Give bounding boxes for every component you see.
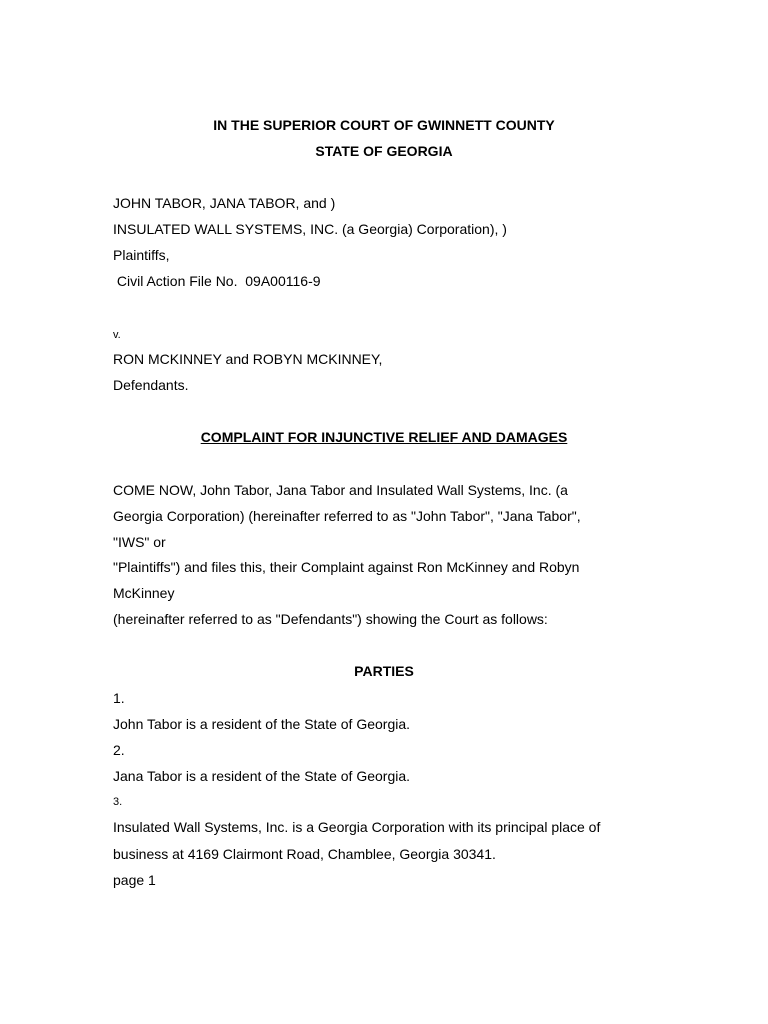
civil-action-number: Civil Action File No. 09A00116-9: [113, 273, 321, 289]
caption-plaintiffs-line-1: JOHN TABOR, JANA TABOR, and ): [113, 195, 336, 211]
intro-line-2: Georgia Corporation) (hereinafter referred to as "John Tabor", "Jana Tabor",: [113, 508, 581, 524]
intro-line-5: McKinney: [113, 585, 175, 601]
court-title: IN THE SUPERIOR COURT OF GWINNETT COUNTY: [213, 117, 555, 133]
intro-line-4: "Plaintiffs") and files this, their Complaint against Ron McKinney and Robyn: [113, 559, 580, 575]
caption-plaintiffs-line-2: INSULATED WALL SYSTEMS, INC. (a Georgia) Corporation), ): [113, 221, 507, 237]
complaint-heading: COMPLAINT FOR INJUNCTIVE RELIEF AND DAMAGES: [200, 429, 568, 445]
paragraph-text-1: John Tabor is a resident of the State of Georgia.: [113, 716, 411, 732]
paragraph-text-3-continued: business at 4169 Clairmont Road, Chamblee, Georgia 30341.: [113, 846, 496, 862]
court-state: STATE OF GEORGIA: [315, 143, 453, 159]
intro-line-6: (hereinafter referred to as "Defendants") showing the Court as follows:: [113, 611, 548, 627]
paragraph-text-2: Jana Tabor is a resident of the State of Georgia.: [113, 768, 411, 784]
caption-defendants-line: RON MCKINNEY and ROBYN MCKINNEY,: [113, 351, 383, 367]
paragraph-text-3: Insulated Wall Systems, Inc. is a Georgia Corporation with its principal place of: [113, 819, 601, 835]
paragraph-number-3: 3.: [113, 796, 123, 808]
paragraph-number-1: 1.: [113, 690, 125, 706]
caption-plaintiffs-label: Plaintiffs,: [113, 247, 170, 263]
intro-line-1: COME NOW, John Tabor, Jana Tabor and Insulated Wall Systems, Inc. (a: [113, 482, 568, 498]
paragraph-number-2: 2.: [113, 742, 125, 758]
parties-heading: PARTIES: [354, 663, 414, 679]
intro-line-3: "IWS" or: [113, 534, 166, 550]
versus-label: v.: [113, 329, 121, 341]
page-number: page 1: [113, 872, 156, 888]
caption-defendants-label: Defendants.: [113, 377, 189, 393]
